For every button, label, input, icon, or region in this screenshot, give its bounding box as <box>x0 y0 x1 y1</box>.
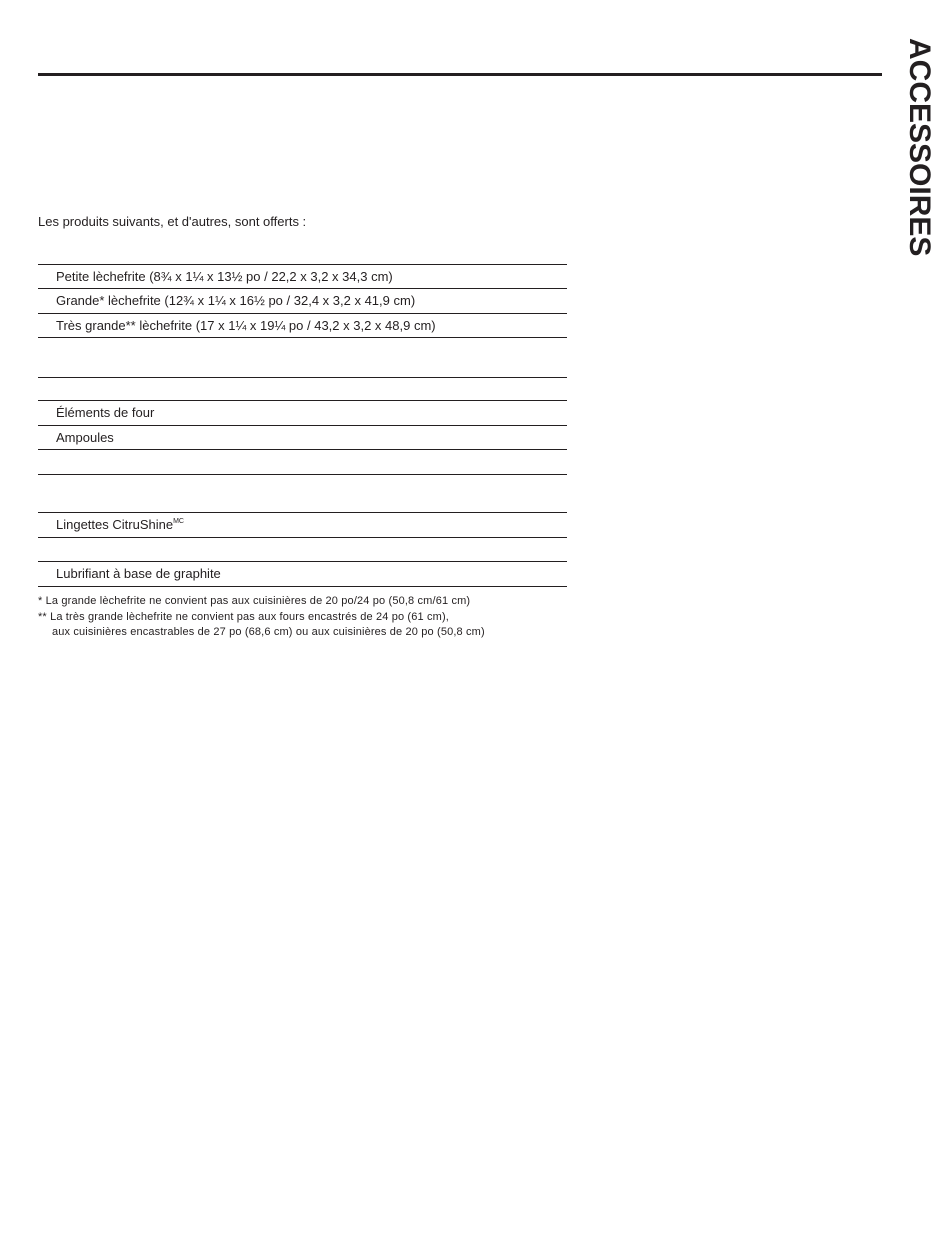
top-rule <box>38 73 882 76</box>
section-title <box>903 38 936 257</box>
row-text: Petite lèchefrite (8¾ x 1¼ x 13½ po / 22,2 x 3,2 x 34,3 cm) <box>56 269 393 284</box>
table-row <box>38 561 567 587</box>
intro-text: Les produits suivants, et d'autres, sont offerts : <box>38 214 307 229</box>
table-row <box>38 377 567 400</box>
row-text: Très grande** lèchefrite (17 x 1¼ x 19¼ po / 43,2 x 3,2 x 48,9 cm) <box>56 318 436 333</box>
row-text <box>56 517 184 532</box>
row-text: Grande* lèchefrite (12¾ x 1¼ x 16½ po / 32,4 x 3,2 x 41,9 cm) <box>56 293 416 308</box>
accessories-table <box>38 264 567 587</box>
footnotes <box>38 594 485 641</box>
row-text: Ampoules <box>56 430 114 445</box>
table-row <box>38 288 567 313</box>
row-text: Lubrifiant à base de graphite <box>56 566 221 581</box>
row-text-main: Lingettes CitruShine <box>56 517 174 532</box>
table-row <box>38 425 567 449</box>
footnote-continuation: aux cuisinières encastrables de 27 po (68,6 cm) ou aux cuisinières de 20 po (50,8 cm) <box>52 626 485 638</box>
table-row <box>38 512 567 537</box>
table-row <box>38 474 567 512</box>
table-row <box>38 264 567 288</box>
footnote: * La grande lèchefrite ne convient pas aux cuisinières de 20 po/24 po (50,8 cm/61 cm) <box>38 595 471 607</box>
table-row <box>38 337 567 377</box>
table-row <box>38 449 567 474</box>
table-row <box>38 400 567 425</box>
row-text: Éléments de four <box>56 405 155 420</box>
table-row <box>38 537 567 561</box>
footnote: ** La très grande lèchefrite ne convient pas aux fours encastrés de 24 po (61 cm), <box>38 610 449 623</box>
trademark-mark: MC <box>173 518 184 525</box>
section-title-text: ACCESSOIRES <box>903 38 936 257</box>
table-row <box>38 313 567 337</box>
